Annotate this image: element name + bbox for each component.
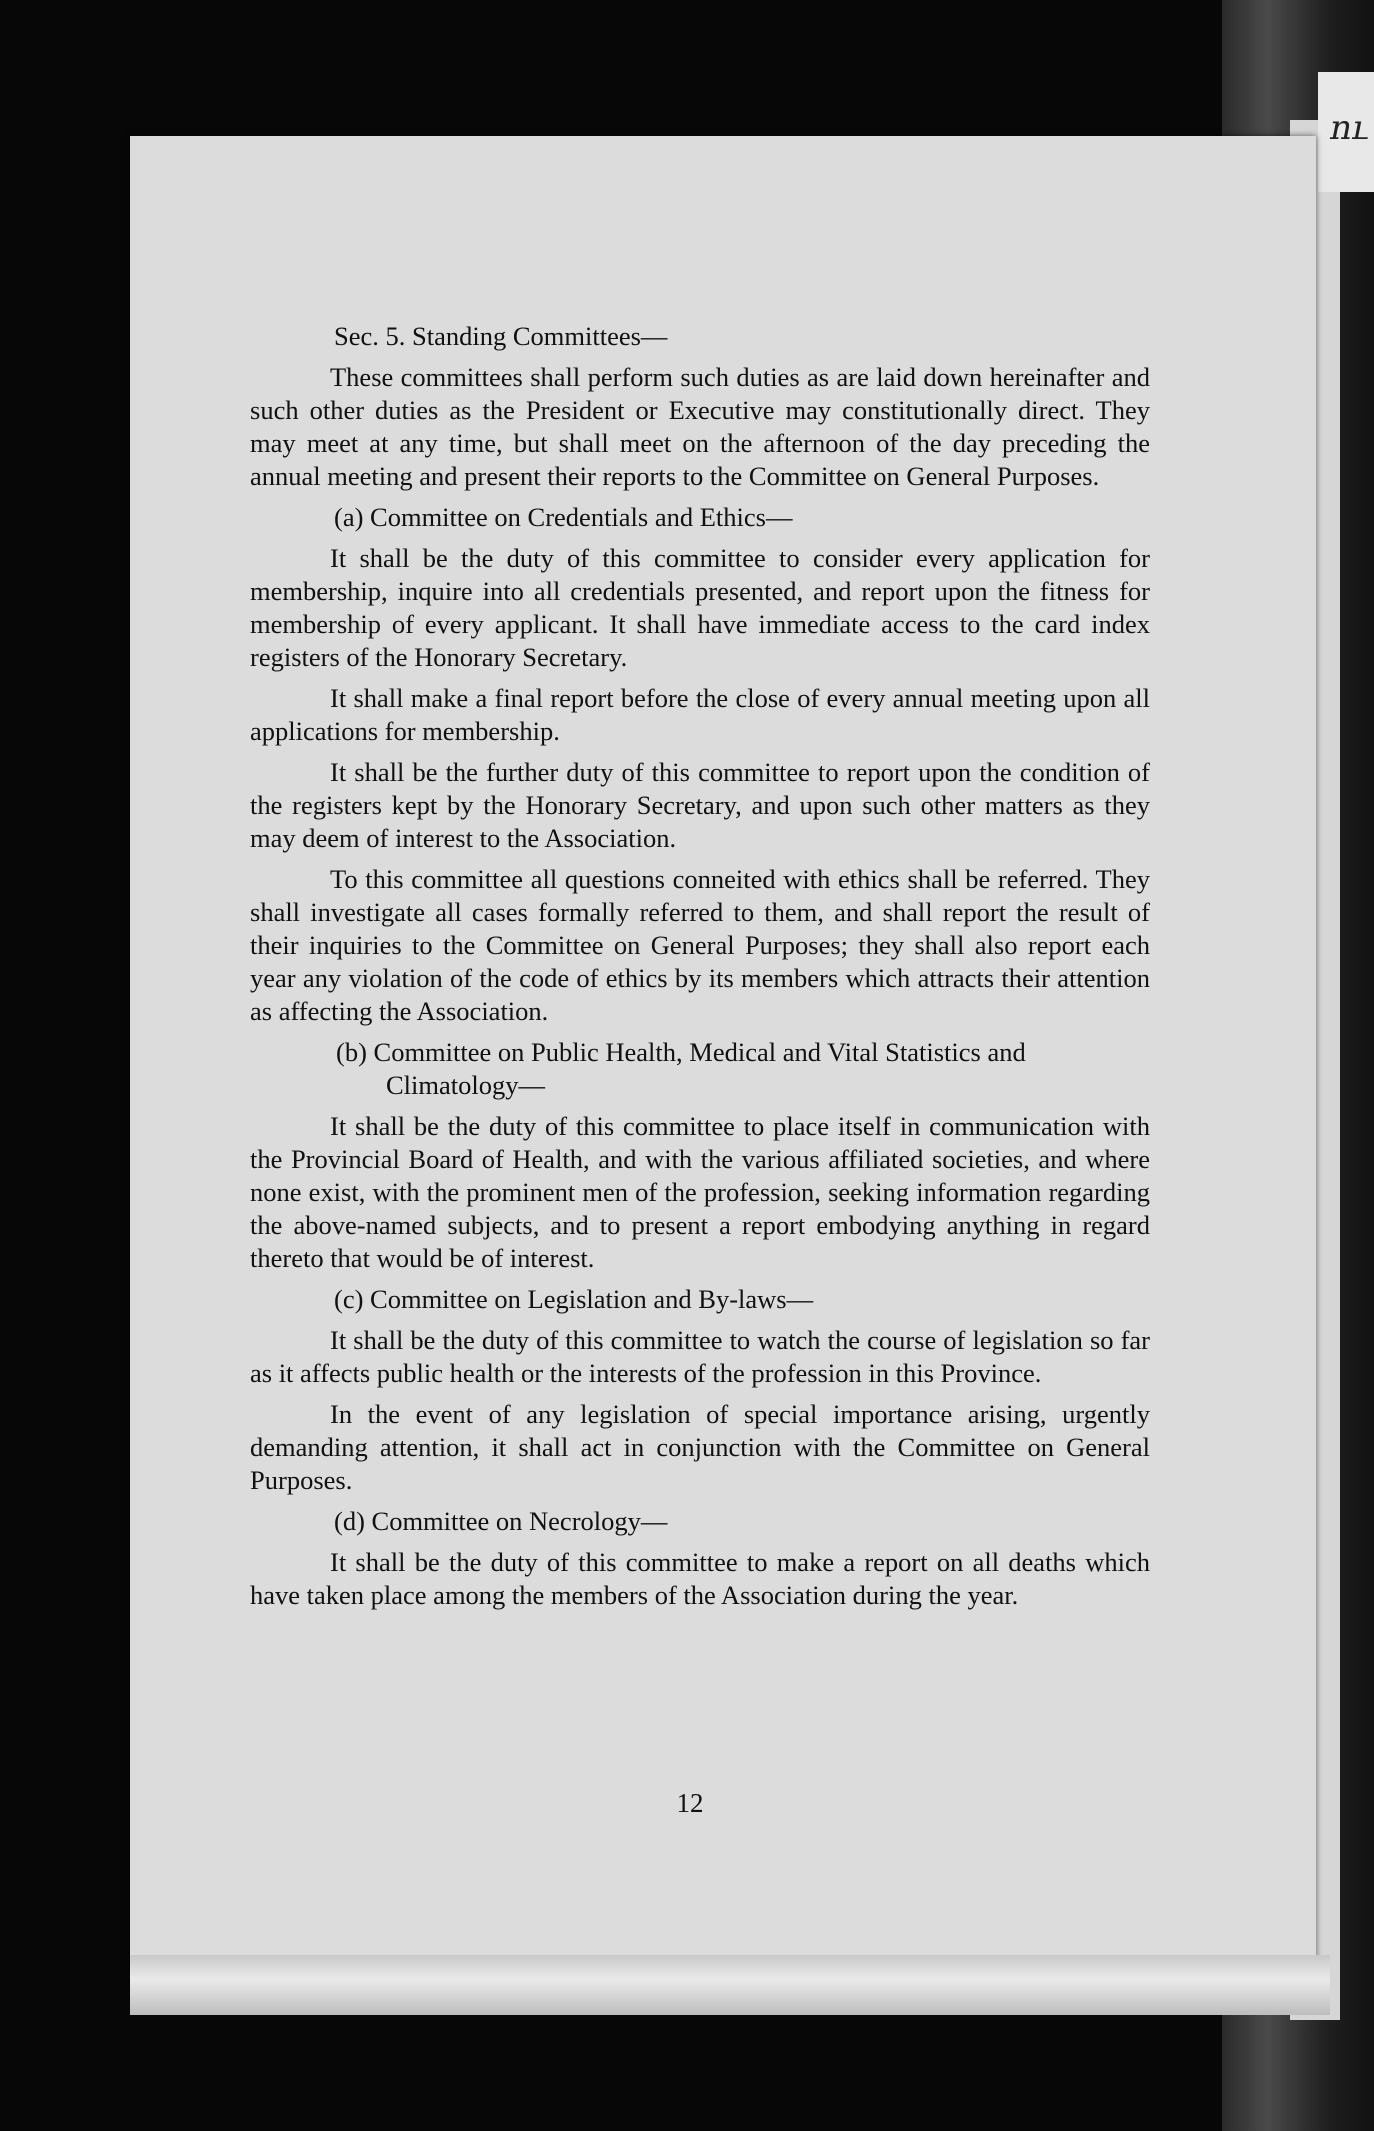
- committee-a-paragraph-2: It shall make a final report before the close of every annual meeting upon all applications for membership.: [250, 683, 1150, 746]
- committee-b-paragraph-1: It shall be the duty of this committee to place itself in communication with the Provincial Board of Health, and with the various affiliated societies, and where none exist, with the prominent men of the profession, seeking information regarding the above-named subjects, and to present a report embodying anything in regard thereto that would be of interest.: [250, 1111, 1150, 1273]
- background-handwriting-fragment: ու: [1330, 108, 1369, 148]
- committee-d-paragraph-1: It shall be the duty of this committee to make a report on all deaths which have taken place among the members of the Association during the year.: [250, 1547, 1150, 1610]
- committee-c-paragraph-1: It shall be the duty of this committee to watch the course of legislation so far as it affects public health or the interests of the profession in this Province.: [250, 1325, 1150, 1388]
- page-bottom-edge: [130, 1955, 1330, 2015]
- committee-a-paragraph-1: It shall be the duty of this committee to consider every application for membership, inquire into all credentials presented, and report upon the fitness for membership of every applicant. It shall have immediate access to the card index registers of the Honorary Secretary.: [250, 543, 1150, 672]
- committee-c-paragraph-2: In the event of any legislation of special importance arising, urgently demanding attention, it shall act in conjunction with the Committee on General Purposes.: [250, 1399, 1150, 1495]
- intro-paragraph: These committees shall perform such duties as are laid down hereinafter and such other duties as the President or Executive may constitutionally direct. They may meet at any time, but shall meet on the afternoon of the day preceding the annual meeting and present their reports to the Committee on General Purposes.: [250, 362, 1150, 491]
- committee-d-heading: (d) Committee on Necrology—: [334, 1506, 668, 1536]
- committee-c-heading: (c) Committee on Legislation and By-laws—: [334, 1284, 814, 1314]
- committee-a-paragraph-4: To this committee all questions conneited with ethics shall be referred. They shall investigate all cases formally referred to them, and shall report the result of their inquiries to the Committee on General Purposes; they shall also report each year any violation of the code of ethics by its members which attracts their attention as affecting the Association.: [250, 864, 1150, 1026]
- page-number: 12: [676, 1788, 704, 1818]
- committee-b-heading: (b) Committee on Public Health, Medical and Vital Statistics and Climatology—: [336, 1037, 1026, 1100]
- committee-a-heading: (a) Committee on Credentials and Ethics—: [334, 502, 793, 532]
- section-title: Sec. 5. Standing Committees—: [334, 321, 668, 351]
- committee-a-paragraph-3: It shall be the further duty of this committee to report upon the condition of the registers kept by the Honorary Secretary, and upon such other matters as they may deem of interest to the Association.: [250, 757, 1150, 853]
- document-body: [250, 320, 1150, 1620]
